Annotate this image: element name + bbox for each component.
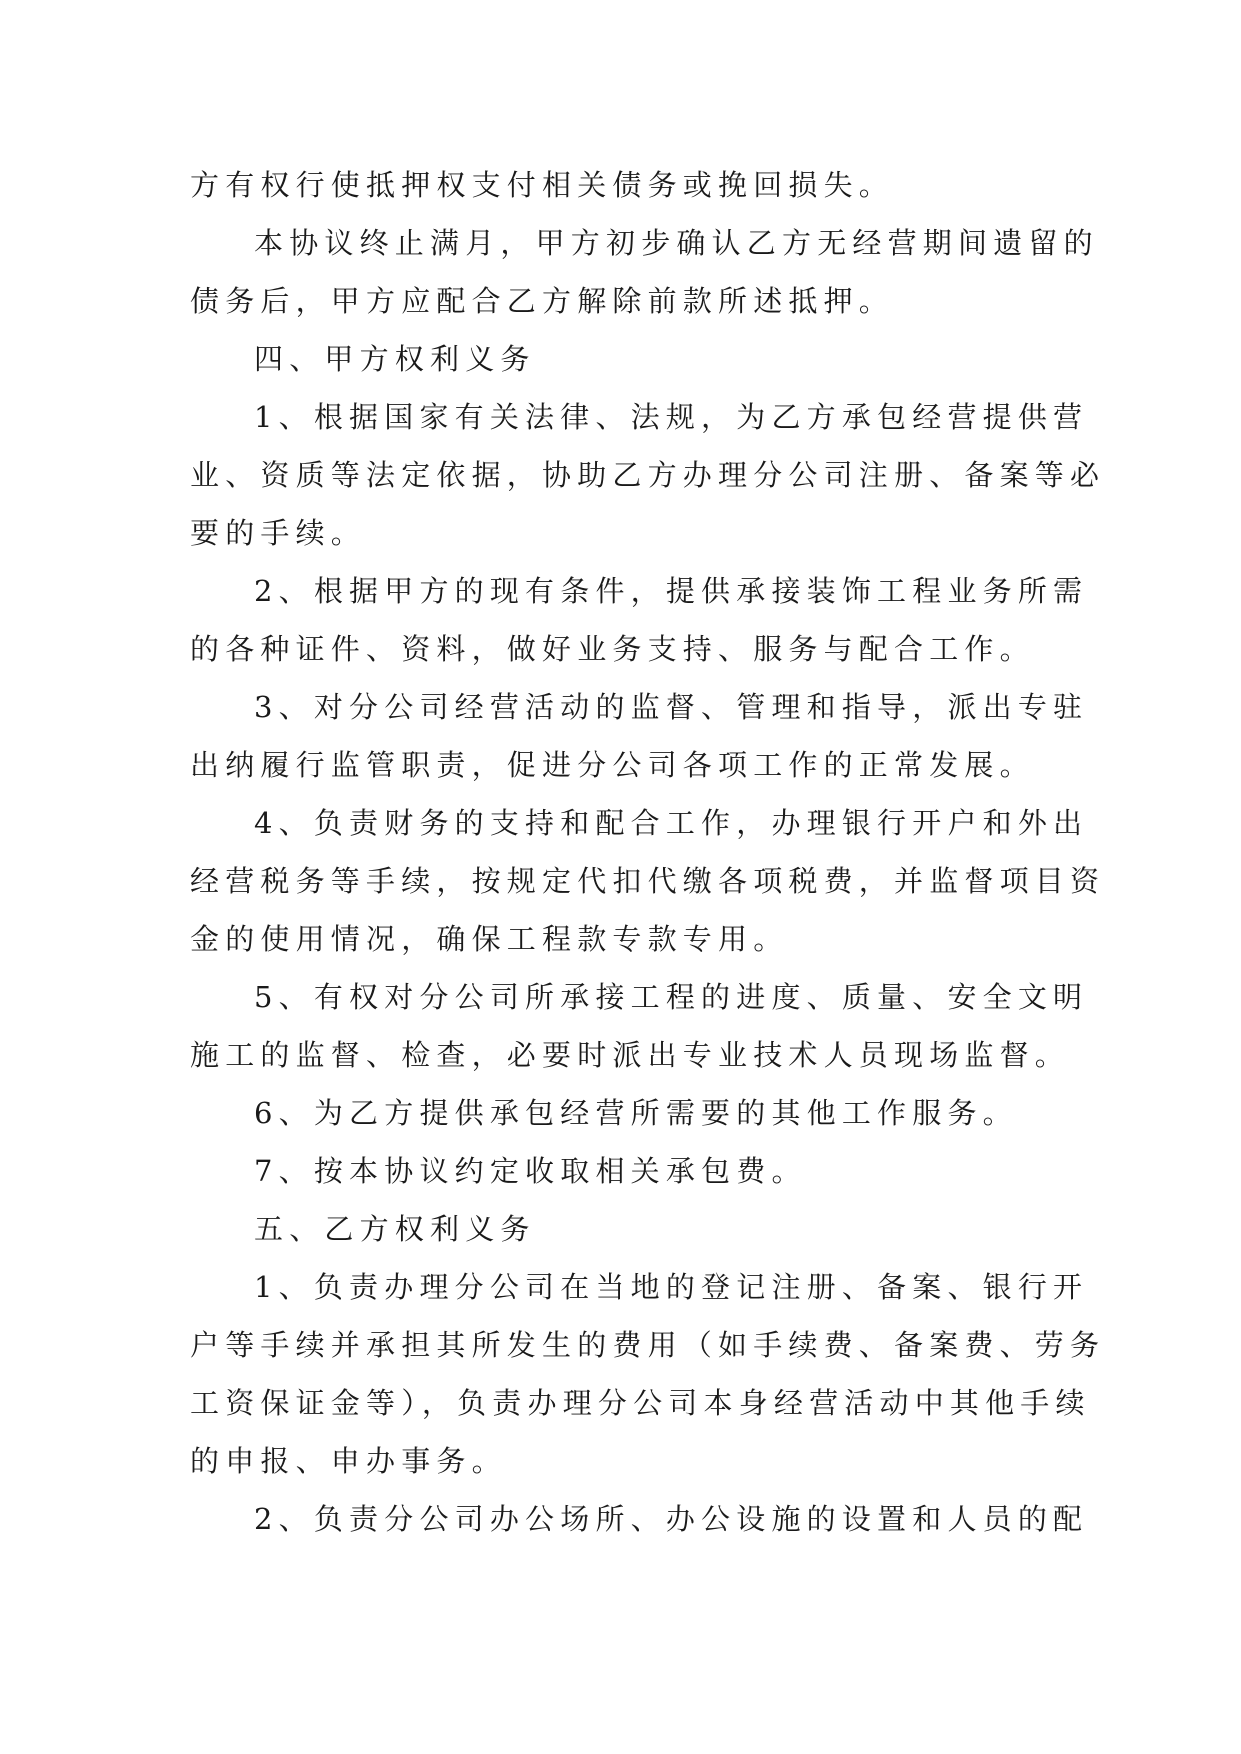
text-line: 1、负责办理分公司在当地的登记注册、备案、银行开 (254, 1270, 1089, 1304)
text-line: 5、有权对分公司所承接工程的进度、质量、安全文明 (254, 980, 1089, 1014)
text-line: 2、根据甲方的现有条件，提供承接装饰工程业务所需 (254, 574, 1089, 608)
text-line: 经营税务等手续，按规定代扣代缴各项税费，并监督项目资 (190, 864, 1106, 898)
text-line: 出纳履行监管职责，促进分公司各项工作的正常发展。 (190, 748, 1035, 782)
text-line: 债务后，甲方应配合乙方解除前款所述抵押。 (190, 284, 895, 318)
text-line: 7、按本协议约定收取相关承包费。 (254, 1154, 807, 1188)
text-line: 2、负责分公司办公场所、办公设施的设置和人员的配 (254, 1502, 1089, 1536)
text-line: 业、资质等法定依据，协助乙方办理分公司注册、备案等必 (190, 458, 1106, 492)
text-line: 3、对分公司经营活动的监督、管理和指导，派出专驻 (254, 690, 1089, 724)
text-line: 本协议终止满月，甲方初步确认乙方无经营期间遗留的 (254, 226, 1099, 260)
text-line: 的申报、申办事务。 (190, 1444, 507, 1478)
text-line: 工资保证金等），负责办理分公司本身经营活动中其他手续 (190, 1386, 1091, 1420)
text-line: 1、根据国家有关法律、法规，为乙方承包经营提供营 (254, 400, 1089, 434)
text-line: 施工的监督、检查，必要时派出专业技术人员现场监督。 (190, 1038, 1071, 1072)
text-line: 的各种证件、资料，做好业务支持、服务与配合工作。 (190, 632, 1035, 666)
section-heading-party-b: 五、乙方权利义务 (254, 1212, 536, 1246)
document-body (190, 156, 1106, 1548)
text-line: 6、为乙方提供承包经营所需要的其他工作服务。 (254, 1096, 1018, 1130)
text-line: 方有权行使抵押权支付相关债务或挽回损失。 (190, 168, 895, 202)
text-line: 户等手续并承担其所发生的费用（如手续费、备案费、劳务 (190, 1328, 1106, 1362)
text-line: 4、负责财务的支持和配合工作，办理银行开户和外出 (254, 806, 1089, 840)
text-line: 要的手续。 (190, 516, 367, 550)
text-line: 金的使用情况，确保工程款专款专用。 (190, 922, 789, 956)
section-heading-party-a: 四、甲方权利义务 (254, 342, 536, 376)
